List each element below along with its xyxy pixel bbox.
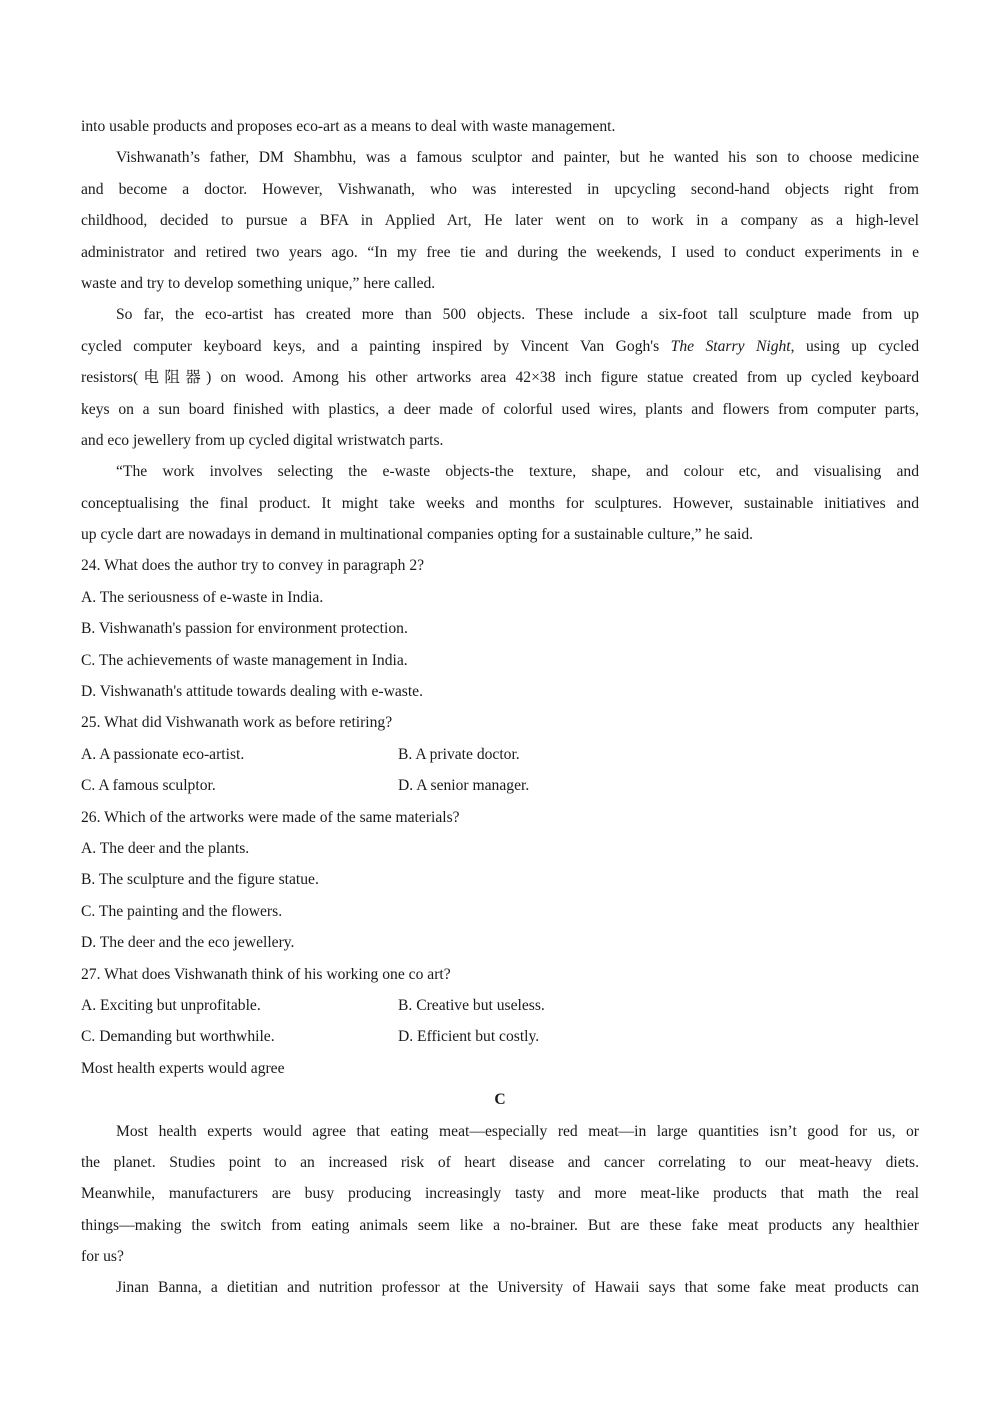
passage-line: Jinan Banna, a dietitian and nutrition professor at the University of Hawaii says that some fake meat products can [116,1279,919,1297]
options-row [81,770,919,801]
option-26-d: D. The deer and the eco jewellery. [81,934,295,952]
section-heading: C [494,1091,506,1109]
option-25-c: C. A famous sculptor. [81,777,216,795]
option-27-b: B. Creative but useless. [398,996,545,1014]
line-text: , using up cycled [790,337,919,355]
option-26-a: A. The deer and the plants. [81,839,250,857]
passage-line: Most health experts would agree that eating meat—especially red meat—in large quantities isn’t good for us, or [116,1122,919,1140]
option-24-d: D. Vishwanath's attitude towards dealing with e-waste. [81,683,423,701]
passage-line: and eco jewellery from up cycled digital wristwatch parts. [81,431,444,449]
options-row [81,1021,919,1052]
option-26-c: C. The painting and the flowers. [81,902,283,920]
question-27: 27. What does Vishwanath think of his working one co art? [81,965,451,983]
artwork-title: The Starry Night [670,337,791,355]
options-row [81,739,919,770]
page-content [81,111,919,1304]
passage-line: keys on a sun board finished with plastics, a deer made of colorful used wires, plants and flowers from computer parts, [81,400,919,418]
passage-line: Vishwanath’s father, DM Shambhu, was a famous sculptor and painter, but he wanted his son to choose medicine [116,149,919,167]
passage-line: Meanwhile, manufacturers are busy producing increasingly tasty and more meat-like products that math the real [81,1185,919,1203]
option-24-b: B. Vishwanath's passion for environment protection. [81,620,408,638]
passage-line: the planet. Studies point to an increased risk of heart disease and cancer correlating to our meat-heavy diets. [81,1153,919,1171]
passage-line: So far, the eco-artist has created more than 500 objects. These include a six-foot tall sculpture made from up [116,306,919,324]
passage-line: conceptualising the final product. It might take weeks and months for sculptures. However, sustainable initiatives and [81,494,919,512]
option-25-d: D. A senior manager. [398,777,530,795]
passage-line: “The work involves selecting the e-waste objects-the texture, shape, and colour etc, and visualising and [116,463,919,481]
passage-line: and become a doctor. However, Vishwanath, who was interested in upcycling second-hand objects right from [81,180,919,198]
passage-line-with-title [81,331,919,362]
option-27-a: A. Exciting but unprofitable. [81,996,261,1014]
passage-line: resistors(电阻器) on wood. Among his other artworks area 42×38 inch figure statue created from up cycled keyboard [81,369,919,387]
option-27-d: D. Efficient but costly. [398,1028,540,1046]
question-24: 24. What does the author try to convey in paragraph 2? [81,557,425,575]
passage-line: for us? [81,1248,124,1266]
question-26: 26. Which of the artworks were made of the same materials? [81,808,460,826]
option-25-b: B. A private doctor. [398,745,520,763]
passage-line: childhood, decided to pursue a BFA in Applied Art, He later went on to work in a company as a high-level [81,212,919,230]
passage-line: things—making the switch from eating animals seem like a no-brainer. But are these fake meat products any healthier [81,1216,919,1234]
option-24-a: A. The seriousness of e-waste in India. [81,588,324,606]
passage-line: waste and try to develop something unique,” here called. [81,274,436,292]
option-24-c: C. The achievements of waste management in India. [81,651,408,669]
option-27-c: C. Demanding but worthwhile. [81,1028,275,1046]
stray-line: Most health experts would agree [81,1059,285,1077]
question-25: 25. What did Vishwanath work as before retiring? [81,714,393,732]
option-25-a: A. A passionate eco-artist. [81,745,245,763]
options-row [81,990,919,1021]
line-text: cycled computer keyboard keys, and a painting inspired by Vincent Van Gogh's [81,337,671,355]
passage-line: up cycle dart are nowadays in demand in multinational companies opting for a sustainable culture,” he said. [81,526,754,544]
option-26-b: B. The sculpture and the figure statue. [81,871,319,889]
passage-line: into usable products and proposes eco-art as a means to deal with waste management. [81,118,616,135]
passage-line: administrator and retired two years ago. “In my free tie and during the weekends, I used to conduct experiments in e [81,243,919,261]
